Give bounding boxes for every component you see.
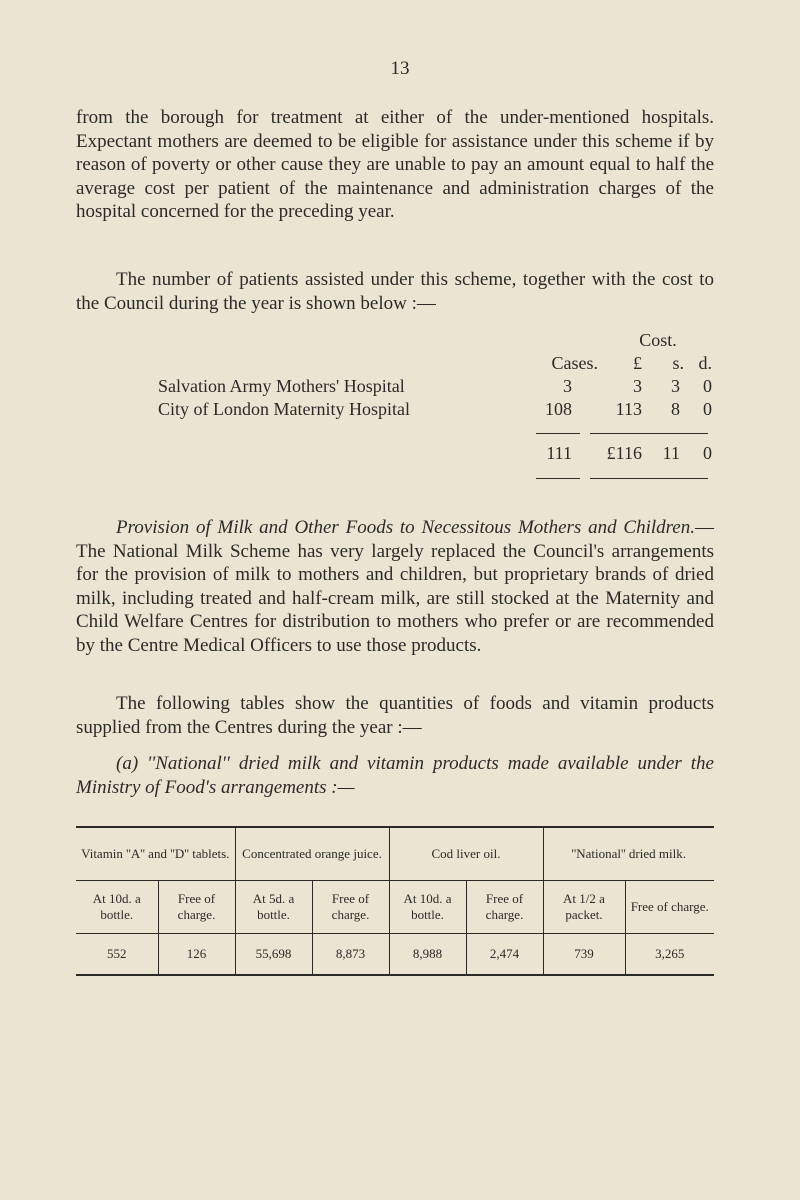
cases-header: Cases. [551,353,598,373]
paragraph-hospital-eligibility: from the borough for treatment at either of the under-mentioned hospitals. Expectant mothers are deemed to be eligible for assistance under this scheme if by reason of poverty or other cause they are unable to pay an amount equal to half the average cost per patient of the maintenance and administration charges of the hospital concerned for the preceding year. [76,107,714,222]
table-cell: 8,873 [312,934,389,976]
row-name: City of London Maternity Hospital [158,399,410,419]
table-cell: 552 [76,934,158,976]
pence-header: d. [698,353,712,373]
row-pence: 0 [703,399,712,419]
total-pence: 0 [703,443,712,463]
page-number: 13 [390,58,410,79]
provision-text: —The National Milk Scheme has very largely replaced the Council's arrangements for the provision of milk to mothers and children, but proprietary brands of dried milk, including treated and half-cream milk, are still stocked at the Maternity and Child Welfare Centres for distribution to mothers who prefer or are recommended by the Centre Medical Officers to use those products. [76,517,714,656]
subheader: Free of charge. [466,881,543,934]
total-rule [590,478,708,479]
provision-heading: Provision of Milk and Other Foods to Necessitous Mothers and Children. [116,517,695,538]
subheader: Free of charge. [158,881,235,934]
cost-header: Cost. [639,330,677,350]
subheader: Free of charge. [312,881,389,934]
shillings-header: s. [672,353,684,373]
total-cases: 111 [546,443,572,463]
table-cell: 8,988 [389,934,466,976]
foods-table [76,826,714,976]
group-header-orange-juice: Concentrated orange juice. [235,827,389,881]
subheader: At 10d. a bottle. [389,881,466,934]
table-cell: 739 [543,934,625,976]
subtotal-rule [536,433,580,434]
row-shillings: 8 [671,399,680,419]
table-cell: 55,698 [235,934,312,976]
group-header-vitamin-tablets: Vitamin ''A'' and ''D'' tablets. [76,827,235,881]
paragraph-following-tables: The following tables show the quantities of foods and vitamin products supplied from the Centres during the year :— [76,693,714,738]
row-pence: 0 [703,376,712,396]
row-shillings: 3 [671,376,680,396]
row-cases: 108 [545,399,572,419]
table-cell: 126 [158,934,235,976]
paragraph-provision-milk [76,516,714,657]
paragraph-patients-assisted: The number of patients assisted under this scheme, together with the cost to the Council during the year is shown below :— [76,269,714,314]
total-shillings: 11 [662,443,680,463]
row-pounds: 113 [615,399,642,419]
table-cell: 2,474 [466,934,543,976]
group-header-cod-liver-oil: Cod liver oil. [389,827,543,881]
row-pounds: 3 [633,376,642,396]
table-caption: (a) ''National'' dried milk and vitamin products made available under the Ministry of Food's arrangements :— [76,753,714,798]
total-pounds: £116 [606,443,642,463]
subheader: Free of charge. [625,881,714,934]
subheader: At 5d. a bottle. [235,881,312,934]
subtotal-rule [590,433,708,434]
row-cases: 3 [563,376,572,396]
total-rule [536,478,580,479]
group-header-dried-milk: ''National'' dried milk. [543,827,714,881]
pounds-header: £ [633,353,642,373]
table-cell: 3,265 [655,946,685,961]
subheader: At 10d. a bottle. [76,881,158,934]
row-name: Salvation Army Mothers' Hospital [158,376,405,396]
subheader: At 1/2 a packet. [543,881,625,934]
